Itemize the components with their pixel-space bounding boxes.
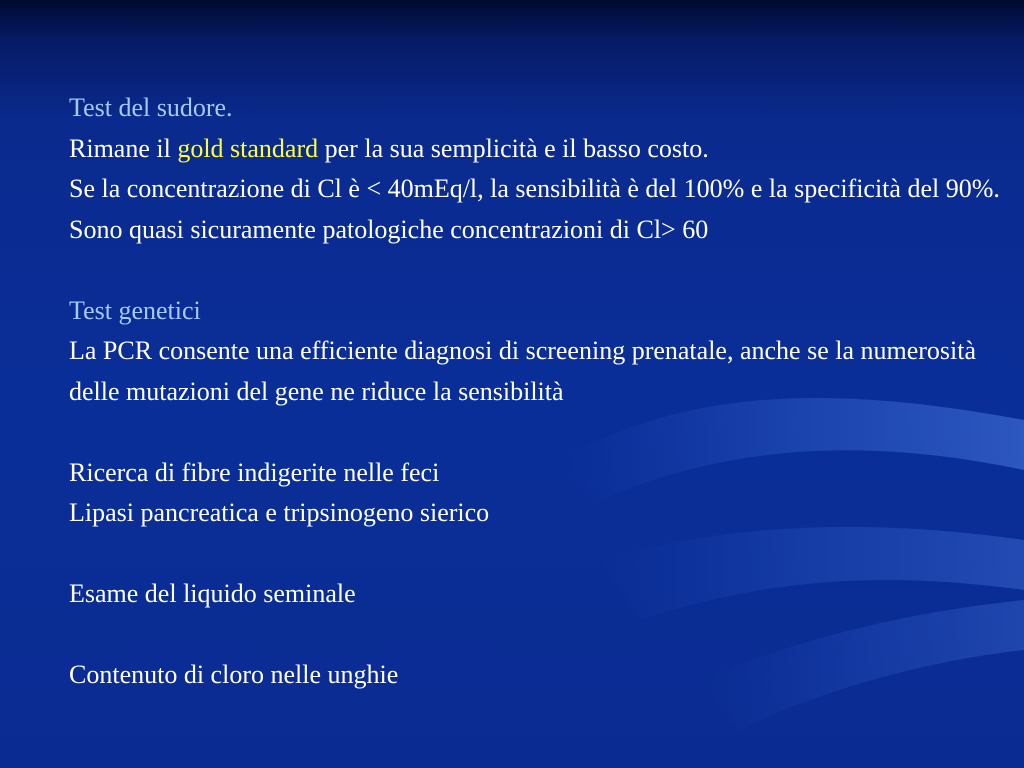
spacer [69,615,1014,656]
pancreatic-lipase-test: Lipasi pancreatica e tripsinogeno sierico [69,498,490,527]
spacer [69,412,1014,453]
slide-body [69,88,1014,696]
genetic-test-heading: Test genetici [69,295,201,325]
sweat-test-line-1 [69,129,1014,170]
sweat-test-line-1-start: Rimane il [69,133,178,163]
spacer [69,250,1014,291]
genetic-test-text: La PCR consente una efficiente diagnosi di screening prenatale, anche se la numerosità delle mutazioni del gene ne riduce la sensibilità [69,336,977,406]
sweat-test-heading: Test del sudore. [69,93,233,122]
gold-standard-highlight: gold standard [177,133,319,163]
seminal-fluid-test: Esame del liquido seminale [69,579,356,608]
sweat-test-line-2: Se la concentrazione di Cl è < 40mEq/l, la sensibilità è del 100% e la specificità del 90%. Sono quasi sicuramente patologiche concentrazioni di Cl> 60 [69,174,1000,244]
fecal-fiber-test: Ricerca di fibre indigerite nelle feci [69,457,440,487]
spacer [69,534,1014,575]
nail-chlorine-test: Contenuto di cloro nelle unghie [69,660,399,689]
sweat-test-line-1-end: per la sua semplicità e il basso costo. [318,133,709,163]
